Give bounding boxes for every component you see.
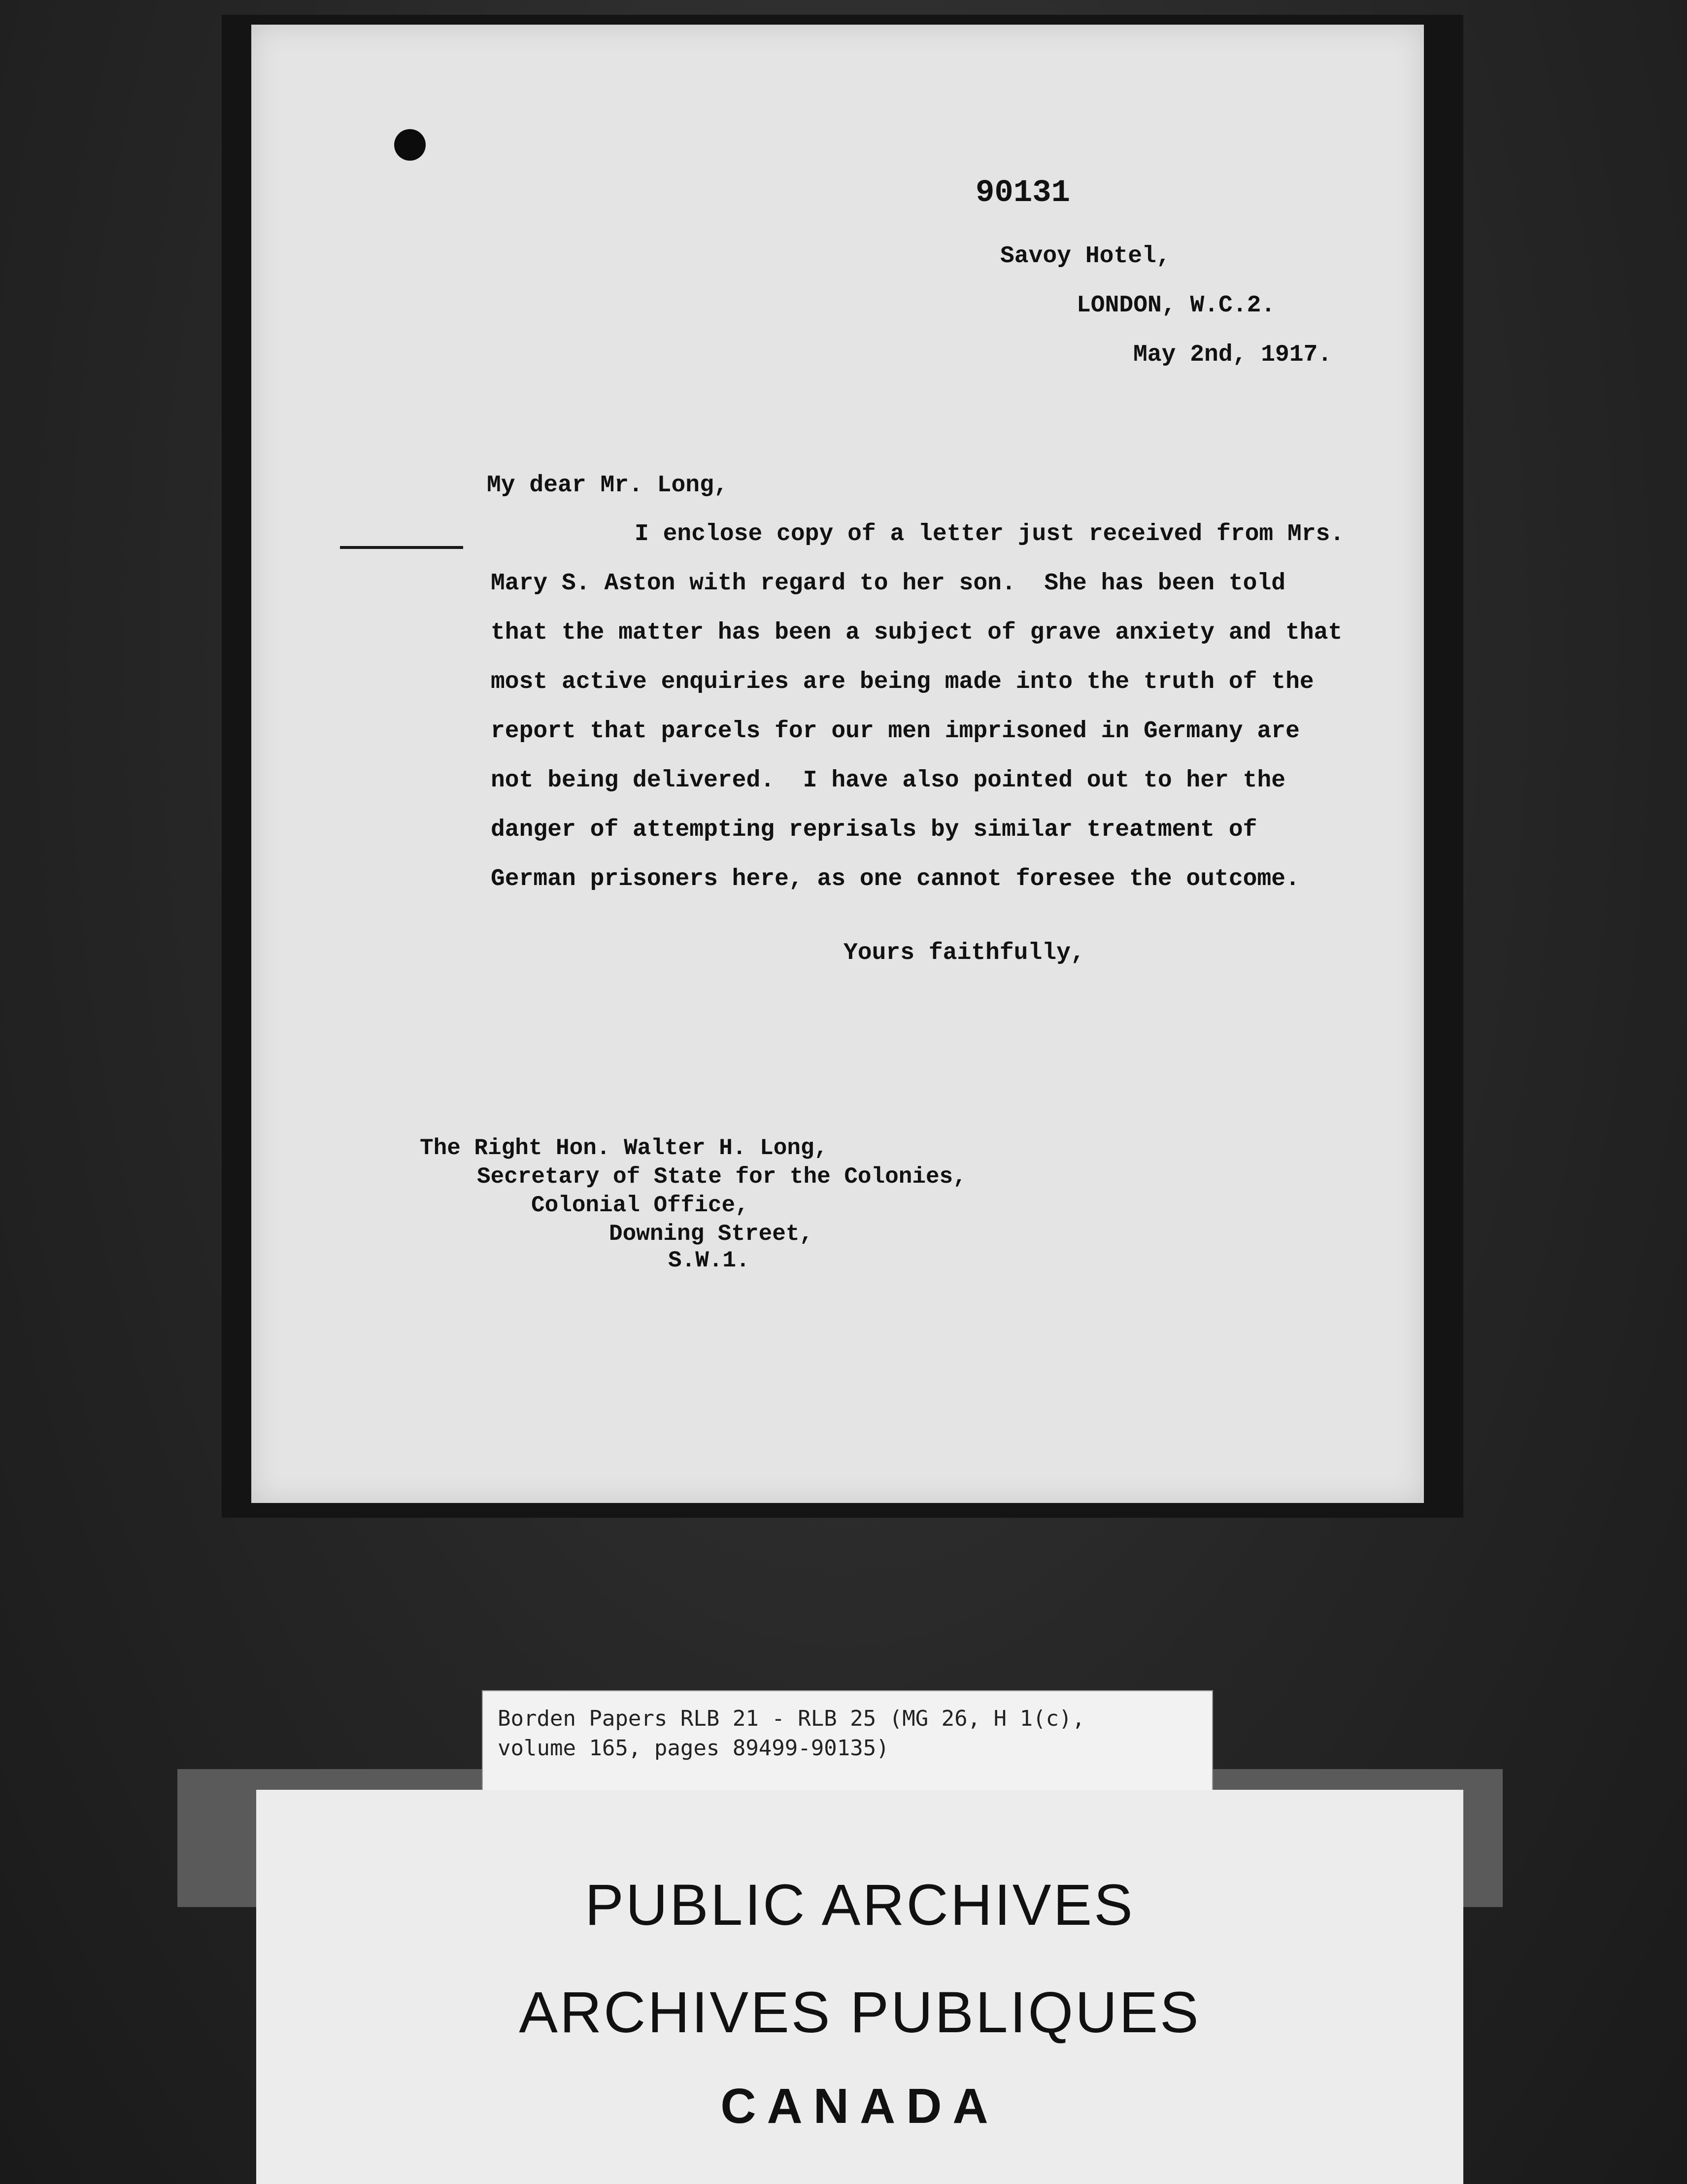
body-line: not being delivered. I have also pointed out to her the: [491, 767, 1286, 794]
archive-stamp-english: PUBLIC ARCHIVES: [585, 1873, 1135, 1938]
document-number: 90131: [976, 175, 1071, 211]
margin-rule: [340, 546, 463, 549]
salutation: My dear Mr. Long,: [487, 472, 728, 499]
body-line: German prisoners here, as one cannot foresee the outcome.: [491, 866, 1300, 892]
caption-line-1: Borden Papers RLB 21 - RLB 25 (MG 26, H 1(c),: [498, 1706, 1085, 1731]
archive-stamp-country: CANADA: [720, 2079, 999, 2134]
recipient-title: Secretary of State for the Colonies,: [477, 1164, 967, 1190]
recipient-street: Downing Street,: [609, 1221, 813, 1247]
recipient-name: The Right Hon. Walter H. Long,: [420, 1135, 828, 1161]
sender-address-city: LONDON, W.C.2.: [1077, 292, 1276, 319]
body-line: most active enquiries are being made into the truth of the: [491, 669, 1314, 695]
body-line: that the matter has been a subject of grave anxiety and that: [491, 619, 1343, 646]
body-line: danger of attempting reprisals by similar treatment of: [491, 817, 1257, 843]
caption-line-2: volume 165, pages 89499-90135): [498, 1736, 889, 1761]
punch-hole: [394, 129, 426, 161]
recipient-office: Colonial Office,: [531, 1193, 749, 1218]
archive-stamp-french: ARCHIVES PUBLIQUES: [519, 1980, 1201, 2045]
letter-date: May 2nd, 1917.: [1133, 341, 1332, 368]
caption-text: [498, 1704, 1085, 1763]
body-line: Mary S. Aston with regard to her son. She has been told: [491, 570, 1286, 597]
sender-address-hotel: Savoy Hotel,: [1000, 243, 1171, 270]
recipient-postcode: S.W.1.: [668, 1248, 750, 1273]
body-line: I enclose copy of a letter just received from Mrs.: [635, 521, 1345, 547]
body-line: report that parcels for our men imprisoned in Germany are: [491, 718, 1300, 745]
closing: Yours faithfully,: [844, 940, 1085, 966]
